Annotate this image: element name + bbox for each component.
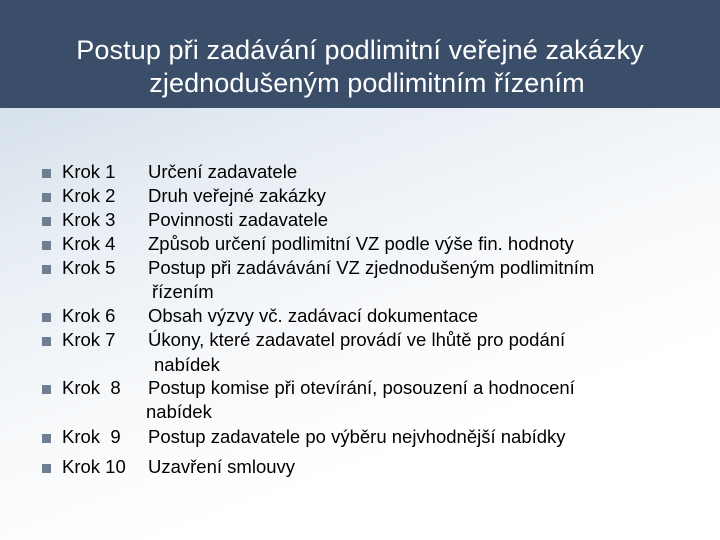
step-description-continuation: nabídek bbox=[146, 401, 212, 422]
step-label: Krok 2 bbox=[62, 185, 116, 206]
square-bullet-icon bbox=[42, 337, 51, 346]
step-label: Krok 8 bbox=[62, 377, 121, 398]
step-description-continuation: nabídek bbox=[154, 354, 220, 375]
square-bullet-icon bbox=[42, 217, 51, 226]
step-description-continuation: řízením bbox=[152, 281, 214, 302]
square-bullet-icon bbox=[42, 434, 51, 443]
step-label: Krok 10 bbox=[62, 456, 126, 477]
step-description: Úkony, které zadavatel provádí ve lhůtě pro podání bbox=[148, 329, 566, 350]
slide-title-line-1: Postup při zadávání podlimitní veřejné zakázky bbox=[76, 35, 644, 65]
square-bullet-icon bbox=[42, 313, 51, 322]
square-bullet-icon bbox=[42, 241, 51, 250]
step-description: Postup při zadávávání VZ zjednodušeným podlimitním bbox=[148, 257, 595, 278]
square-bullet-icon bbox=[42, 265, 51, 274]
step-label: Krok 9 bbox=[62, 426, 121, 447]
step-description: Povinnosti zadavatele bbox=[148, 209, 328, 230]
slide-title-line-2: zjednodušeným podlimitním řízením bbox=[149, 68, 585, 98]
step-label: Krok 7 bbox=[62, 329, 116, 350]
step-label: Krok 6 bbox=[62, 305, 116, 326]
step-description: Uzavření smlouvy bbox=[148, 456, 296, 477]
step-description: Určení zadavatele bbox=[148, 161, 298, 182]
step-description: Postup zadavatele po výběru nejvhodnější nabídky bbox=[148, 426, 566, 447]
square-bullet-icon bbox=[42, 464, 51, 473]
step-label: Krok 1 bbox=[62, 161, 116, 182]
square-bullet-icon bbox=[42, 169, 51, 178]
square-bullet-icon bbox=[42, 193, 51, 202]
step-label: Krok 3 bbox=[62, 209, 116, 230]
step-description: Obsah výzvy vč. zadávací dokumentace bbox=[148, 305, 479, 326]
step-description: Druh veřejné zakázky bbox=[148, 185, 326, 206]
title-bar bbox=[0, 0, 720, 108]
step-description: Způsob určení podlimitní VZ podle výše fin. hodnoty bbox=[148, 233, 574, 254]
step-label: Krok 5 bbox=[62, 257, 116, 278]
step-description: Postup komise při otevírání, posouzení a hodnocení bbox=[148, 377, 575, 398]
square-bullet-icon bbox=[42, 385, 51, 394]
step-label: Krok 4 bbox=[62, 233, 116, 254]
